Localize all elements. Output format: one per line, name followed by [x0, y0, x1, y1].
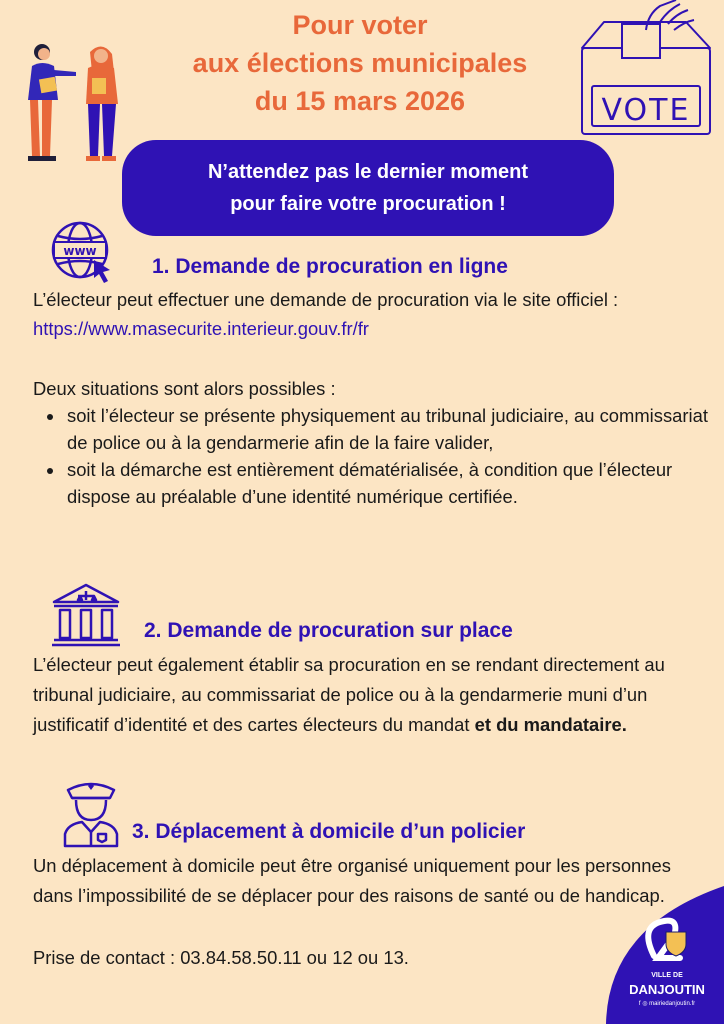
police-officer-icon	[62, 778, 120, 848]
title-line-3: du 15 mars 2026	[254, 86, 466, 116]
section-2-heading: 2. Demande de procuration sur place	[144, 619, 513, 642]
section-1-intro-text: L’électeur peut effectuer une demande de procuration via le site officiel :	[33, 289, 619, 310]
section-2-text	[33, 650, 703, 740]
www-globe-icon	[50, 220, 116, 286]
people-illustration	[18, 38, 128, 168]
page-title	[130, 6, 590, 120]
section-2-body: L’électeur peut également établir sa procuration en se rendant directement au tribunal judiciaire, au commissariat de police ou à la gendarmerie muni d’un justificatif d’identité et des cartes électeurs du mandat	[33, 654, 665, 735]
logo-name: DANJOUTIN	[629, 982, 705, 997]
title-line-1: Pour voter	[292, 10, 428, 40]
vote-label: VOTE	[601, 93, 691, 128]
section-2-bold: et du mandataire.	[474, 714, 627, 735]
logo-small-text: VILLE DE	[651, 972, 683, 979]
banner-line-1: N’attendez pas le dernier moment	[207, 161, 529, 183]
list-item: • soit l’électeur se présente physiquement au tribunal judiciaire, au commissariat de police ou à la gendarmerie afin de la faire valider,	[65, 402, 715, 456]
section-3-heading: 3. Déplacement à domicile d’un policier	[132, 820, 526, 843]
banner-line-2: pour faire votre procuration !	[230, 193, 506, 215]
contact-info: Prise de contact : 03.84.58.50.11 ou 12 ou 13.	[33, 947, 409, 968]
ballot-box-icon	[576, 0, 716, 140]
official-site-link[interactable]: https://www.masecurite.interieur.gouv.fr/fr	[33, 318, 369, 339]
situations-intro: Deux situations sont alors possibles :	[33, 378, 336, 399]
situations-list	[33, 402, 715, 510]
courthouse-icon	[50, 582, 122, 648]
section-1-heading: 1. Demande de procuration en ligne	[152, 255, 508, 278]
svg-text:www: www	[63, 244, 97, 258]
procuration-banner	[122, 140, 614, 236]
list-item: • soit la démarche est entièrement dématérialisée, à condition que l’électeur dispose au préalable d’une identité numérique certifiée.	[65, 456, 715, 510]
logo-social: f ◎ mairiedanjoutin.fr	[638, 1001, 696, 1007]
section-3-text: Un déplacement à domicile peut être organisé uniquement pour les personnes dans l’impossibilité de se déplacer pour des raisons de santé ou de handicap.	[33, 855, 671, 906]
section-1-intro	[33, 285, 703, 343]
title-line-2: aux élections municipales	[192, 48, 528, 78]
